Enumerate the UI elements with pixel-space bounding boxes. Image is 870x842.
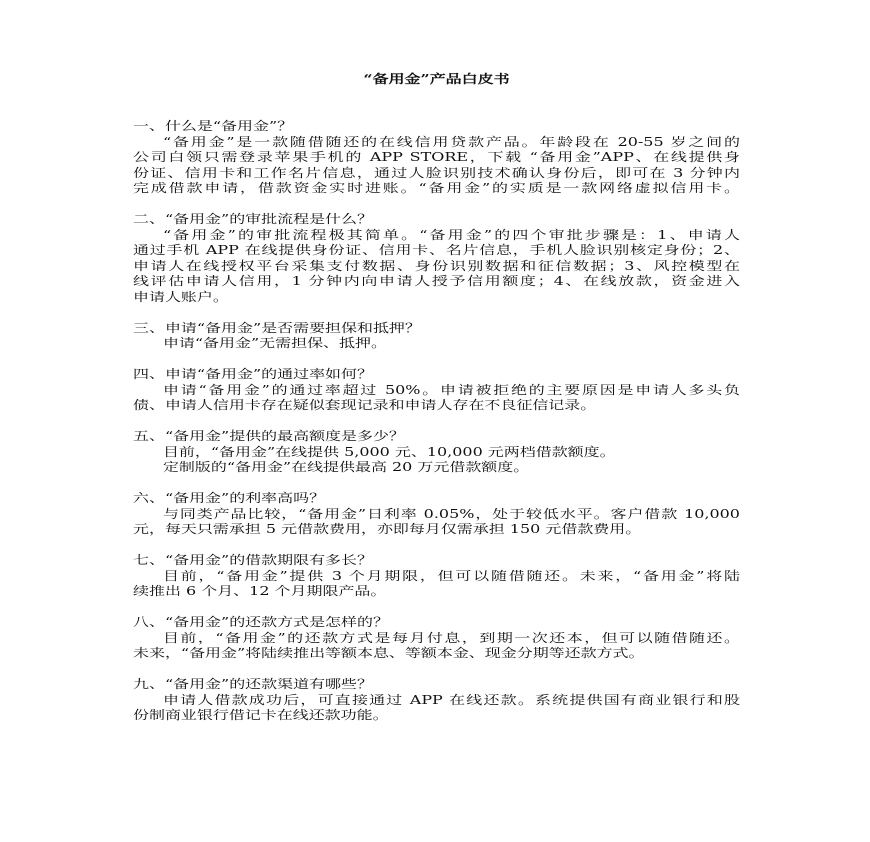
paragraph-line: 申请人在线授权平台采集支付数据、身份识别数据和征信数据；3、风控模型在 xyxy=(133,258,740,273)
paragraph xyxy=(133,135,740,197)
paragraph-line: 份制商业银行借记卡在线还款功能。 xyxy=(133,708,389,723)
paragraph-line: 完成借款申请，借款资金实时进账。“备用金”的实质是一款网络虚拟信用卡。 xyxy=(133,181,740,196)
section-8 xyxy=(133,615,740,662)
document-title: “备用金”产品白皮书 xyxy=(363,72,510,87)
section-heading: 八、“备用金”的还款方式是怎样的？ xyxy=(133,615,389,630)
paragraph-line: 未来，“备用金”将陆续推出等额本息、等额本金、现金分期等还款方式。 xyxy=(133,646,645,661)
paragraph-line: 公司白领只需登录苹果手机的 APP STORE，下载 “备用金”APP、在线提供身 xyxy=(133,150,740,165)
section-heading: 二、“备用金”的审批流程是什么？ xyxy=(133,212,373,227)
paragraph-line: 目前，“备用金”在线提供 5,000 元、10,000 元两档借款额度。 xyxy=(162,444,616,459)
paragraph-line: 债、申请人信用卡存在疑似套现记录和申请人存在不良征信记录。 xyxy=(133,398,597,413)
paragraph xyxy=(133,631,740,662)
paragraph-line: 申请“备用金”的通过率超过 50%。申请被拒绝的主要原因是申请人多头负 xyxy=(162,382,740,397)
paragraph-line: 目前，“备用金”提供 3 个月期限，但可以随借随还。未来，“备用金”将陆 xyxy=(162,568,740,583)
section-2 xyxy=(133,212,740,305)
paragraph-line: 元，每天只需承担 5 元借款费用，亦即每月仅需承担 150 元借款费用。 xyxy=(133,522,642,537)
section-3 xyxy=(133,321,740,352)
document-body xyxy=(133,119,740,724)
paragraph xyxy=(133,228,740,306)
section-heading: 六、“备用金”的利率高吗？ xyxy=(133,491,326,506)
paragraph-line: 线评估申请人信用，1 分钟内向申请人授予信用额度；4、在线放款，资金进入 xyxy=(133,274,740,289)
section-4 xyxy=(133,367,740,414)
section-heading: 七、“备用金”的借款期限有多长？ xyxy=(133,553,373,568)
paragraph-line: “备用金”是一款随借随还的在线信用贷款产品。年龄段在 20-55 岁之间的 xyxy=(162,134,740,149)
section-heading: 三、申请“备用金”是否需要担保和抵押？ xyxy=(133,320,421,335)
paragraph-line: 申请“备用金”无需担保、抵押。 xyxy=(162,336,387,351)
section-1 xyxy=(133,119,740,197)
section-heading: 一、什么是“备用金”？ xyxy=(133,119,294,134)
section-heading: 五、“备用金”提供的最高额度是多少？ xyxy=(133,429,405,444)
section-9 xyxy=(133,677,740,724)
paragraph-line: 申请人账户。 xyxy=(133,289,229,304)
paragraph-line: 定制版的“备用金”在线提供最高 20 万元借款额度。 xyxy=(162,460,530,475)
paragraph xyxy=(133,445,740,461)
paragraph xyxy=(133,336,740,352)
paragraph-line: 申请人借款成功后，可直接通过 APP 在线还款。系统提供国有商业银行和股 xyxy=(162,692,740,707)
paragraph-line: 通过手机 APP 在线提供身份证、信用卡、名片信息，手机人脸识别核定身份；2、 xyxy=(133,243,740,258)
paragraph xyxy=(133,693,740,724)
paragraph xyxy=(133,460,740,476)
section-heading: 九、“备用金”的还款渠道有哪些？ xyxy=(133,677,373,692)
paragraph-line: 续推出 6 个月、12 个月期限产品。 xyxy=(133,584,387,599)
paragraph-line: “备用金”的审批流程极其简单。“备用金”的四个审批步骤是：1、申请人 xyxy=(162,227,740,242)
paragraph-line: 与同类产品比较，“备用金”日利率 0.05%，处于较低水平。客户借款 10,000 xyxy=(162,506,740,521)
section-6 xyxy=(133,491,740,538)
document-page xyxy=(133,72,740,739)
paragraph xyxy=(133,383,740,414)
section-5 xyxy=(133,429,740,476)
section-7 xyxy=(133,553,740,600)
paragraph-line: 目前，“备用金”的还款方式是每月付息，到期一次还本，但可以随借随还。 xyxy=(162,630,740,645)
paragraph-line: 份证、信用卡和工作名片信息，通过人脸识别技术确认身份后，即可在 3 分钟内 xyxy=(133,165,740,180)
section-heading: 四、申请“备用金”的通过率如何？ xyxy=(133,367,373,382)
paragraph xyxy=(133,507,740,538)
paragraph xyxy=(133,569,740,600)
